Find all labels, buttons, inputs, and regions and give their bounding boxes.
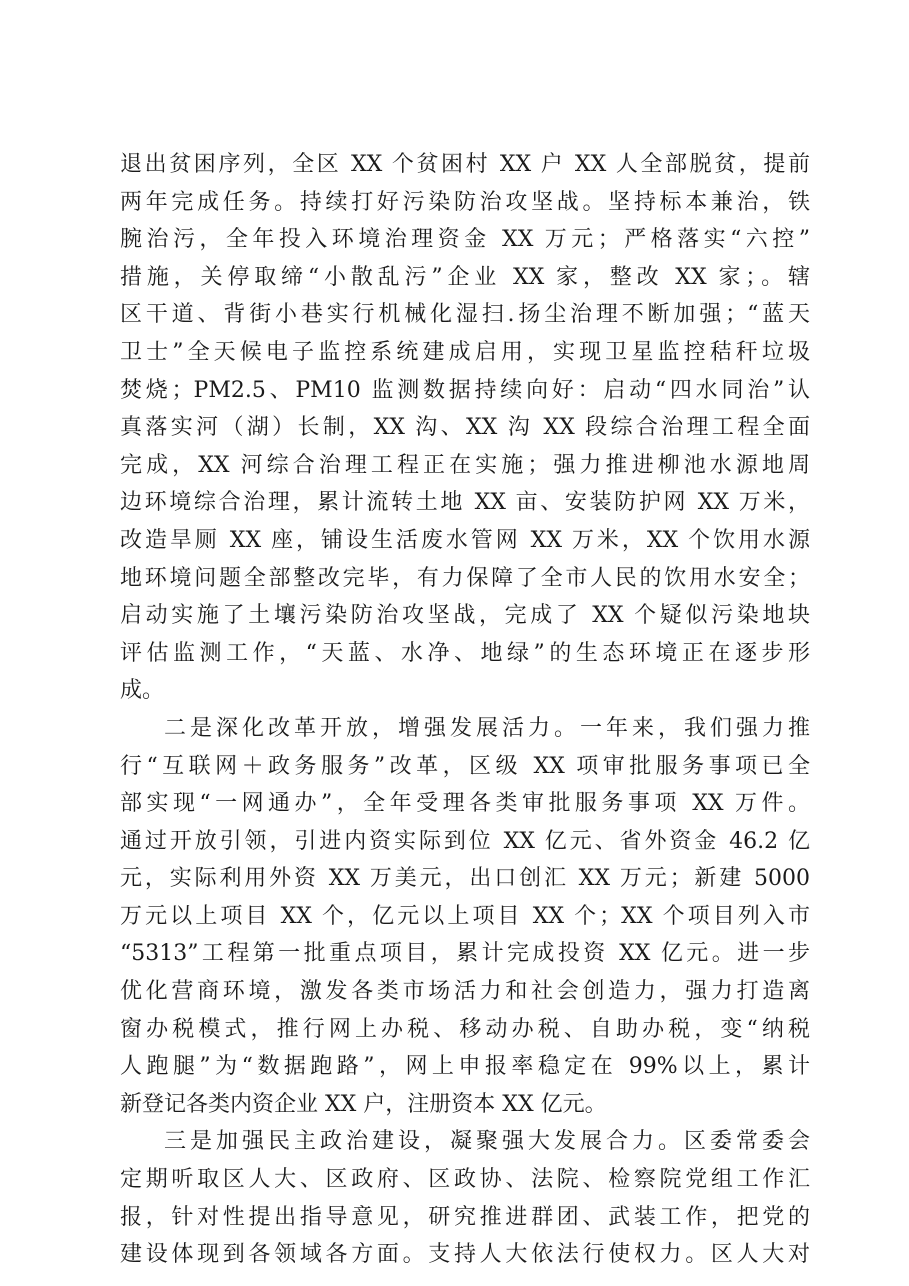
- text-line: 人跑腿”为“数据跑路”，网上申报率稳定在 99%以上，累计: [120, 1054, 810, 1080]
- text-line: “5313”工程第一批重点项目，累计完成投资 XX 亿元。进一步: [120, 941, 810, 967]
- text-line: 元，实际利用外资 XX 万美元，出口创汇 XX 万元；新建 5000: [120, 866, 810, 892]
- text-line: 退出贫困序列，全区 XX 个贫困村 XX 户 XX 人全部脱贫，提前: [120, 152, 810, 177]
- text-line: 万元以上项目 XX 个，亿元以上项目 XX 个；XX 个项目列入市: [120, 903, 810, 929]
- text-line: 措施，关停取缔“小散乱污”企业 XX 家，整改 XX 家；。辖: [120, 264, 810, 290]
- text-line: 成。: [120, 678, 165, 704]
- text-line: 腕治污，全年投入环境治理资金 XX 万元；严格落实“六控”: [120, 227, 810, 253]
- paragraph-first-line: 二是深化改革开放，增强发展活力。一年来，我们强力推: [164, 715, 810, 741]
- text-line: 区干道、背街小巷实行机械化湿扫.扬尘治理不断加强；“蓝天: [120, 302, 810, 328]
- text-line: 两年完成任务。持续打好污染防治攻坚战。坚持标本兼治，铁: [120, 189, 810, 215]
- text-line: 焚烧；PM2.5、PM10 监测数据持续向好：启动“四水同治”认: [120, 377, 810, 403]
- body-text: [120, 146, 810, 1274]
- text-line: 真落实河（湖）长制，XX 沟、XX 沟 XX 段综合治理工程全面: [120, 415, 810, 441]
- text-line: 行“互联网＋政务服务”改革，区级 XX 项审批服务事项已全: [120, 753, 810, 779]
- text-line: 卫士”全天候电子监控系统建成启用，实现卫星监控秸秆垃圾: [120, 339, 810, 365]
- text-line: 评估监测工作，“天蓝、水净、地绿”的生态环境正在逐步形: [120, 640, 810, 666]
- text-line: 新登记各类内资企业 XX 户，注册资本 XX 亿元。: [120, 1091, 607, 1117]
- text-line: 边环境综合治理，累计流转土地 XX 亩、安装防护网 XX 万米，: [120, 490, 810, 516]
- text-line: 定期听取区人大、区政府、区政协、法院、检察院党组工作汇: [120, 1167, 810, 1193]
- text-line: 窗办税模式，推行网上办税、移动办税、自助办税，变“纳税: [120, 1016, 810, 1042]
- text-line: 地环境问题全部整改完毕，有力保障了全市人民的饮用水安全；: [120, 565, 810, 591]
- text-line: 部实现“一网通办”，全年受理各类审批服务事项 XX 万件。: [120, 791, 810, 817]
- text-line: 通过开放引领，引进内资实际到位 XX 亿元、省外资金 46.2 亿: [120, 828, 810, 854]
- text-line: 启动实施了土壤污染防治攻坚战，完成了 XX 个疑似污染地块: [120, 603, 810, 629]
- text-line: 完成，XX 河综合治理工程正在实施；强力推进柳池水源地周: [120, 452, 810, 478]
- paragraph-first-line: 三是加强民主政治建设，凝聚强大发展合力。区委常委会: [164, 1129, 810, 1155]
- text-line: 建设体现到各领域各方面。支持人大依法行使权力。区人大对: [120, 1242, 810, 1268]
- text-line: 报，针对性提出指导意见，研究推进群团、武装工作，把党的: [120, 1204, 810, 1230]
- text-line: 优化营商环境，激发各类市场活力和社会创造力，强力打造离: [120, 979, 810, 1005]
- text-line: 改造旱厕 XX 座，铺设生活废水管网 XX 万米，XX 个饮用水源: [120, 527, 810, 553]
